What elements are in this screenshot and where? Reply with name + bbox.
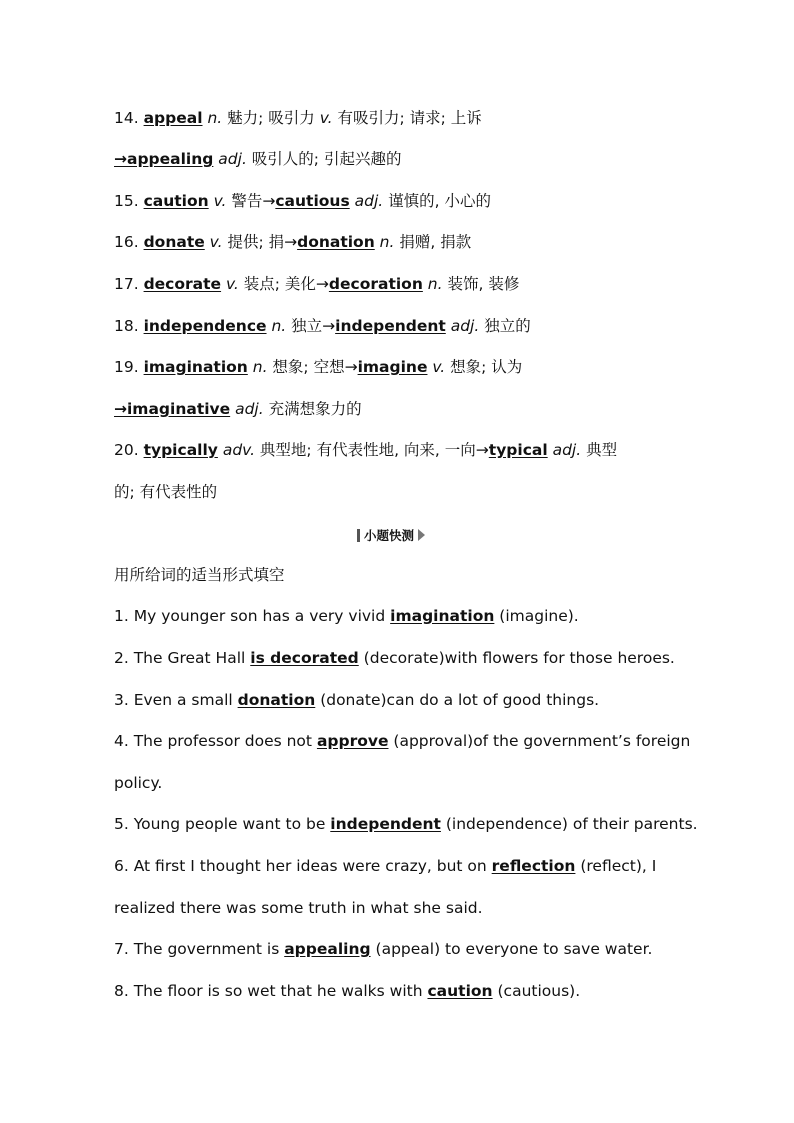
exercise-text: (decorate)with flowers for those heroes. [358,649,675,667]
part-of-speech: adj. [230,400,264,418]
vocab-derivative: typical [488,441,548,459]
bar-icon [357,529,360,542]
exercise-5 [114,813,698,835]
part-of-speech: adv. [217,441,255,459]
definition: 的; 有代表性的 [114,483,218,501]
exercise-text: 7. The government is [114,940,285,958]
definition: 充满想象力的 [263,400,362,418]
exercise-text: (imagine). [494,607,579,625]
exercise-1 [114,605,694,627]
part-of-speech: adj. [547,441,582,459]
vocab-word: →appealing [114,150,214,168]
exercise-text: 2. The Great Hall [114,649,251,667]
exercise-text: 4. The professor does not [114,732,317,750]
answer: imagination [390,607,495,625]
answer: independent [330,815,441,833]
exercise-text: (appeal) to everyone to save water. [370,940,653,958]
vocab-word: imagination [143,358,248,376]
section-title: 小题快测 [364,528,415,543]
part-of-speech: n. [374,233,395,251]
instruction [114,564,694,586]
exercise-text: (donate)can do a lot of good things. [315,691,600,709]
vocab-derivative: independent [335,317,446,335]
part-of-speech: adj. [349,192,384,210]
vocab-derivative: donation [297,233,375,251]
part-of-speech: n. [266,317,287,335]
vocab-line-18 [114,315,694,337]
definition: 魅力; 吸引力 [222,109,320,127]
exercise-text: realized there was some truth in what she said. [114,899,483,917]
exercise-2 [114,647,694,669]
exercise-8 [114,980,694,1002]
exercise-7 [114,938,694,960]
part-of-speech: n. [202,109,223,127]
definition: 警告→ [226,192,276,210]
exercise-text: (independence) of their parents. [440,815,698,833]
section-heading [357,525,425,545]
part-of-speech: adj. [213,150,247,168]
part-of-speech: n. [422,275,443,293]
exercise-text: 3. Even a small [114,691,238,709]
vocab-word: →imaginative [114,400,231,418]
item-number: 15. [114,192,144,210]
vocab-line-14-derivative [114,148,694,170]
definition: 装饰, 装修 [442,275,520,293]
vocab-word: donate [143,233,205,251]
vocab-derivative: decoration [328,275,423,293]
answer: reflection [491,857,576,875]
vocab-word: decorate [143,275,222,293]
vocab-line-20 [114,439,694,461]
part-of-speech: n. [247,358,268,376]
triangle-right-icon [418,529,425,541]
definition: 提供; 捐→ [222,233,298,251]
definition: 典型地; 有代表性地, 向来, 一向→ [255,441,489,459]
exercise-text: (reflect), I [575,857,657,875]
item-number: 20. [114,441,144,459]
definition: 谨慎的, 小心的 [383,192,491,210]
vocab-word: independence [143,317,267,335]
exercise-text: 5. Young people want to be [114,815,331,833]
vocab-line-19-derivative [114,398,694,420]
definition: 独立→ [286,317,336,335]
answer: is decorated [250,649,359,667]
answer: appealing [284,940,371,958]
part-of-speech: v. [427,358,446,376]
vocab-line-20-continued [114,481,694,503]
part-of-speech: adj. [445,317,480,335]
definition: 吸引人的; 引起兴趣的 [246,150,402,168]
definition: 捐赠, 捐款 [394,233,472,251]
part-of-speech: v. [319,109,333,127]
definition: 想象; 认为 [445,358,523,376]
vocab-line-15 [114,190,694,212]
vocab-line-14 [114,107,694,129]
item-number: 19. [114,358,144,376]
definition: 有吸引力; 请求; 上诉 [332,109,482,127]
answer: approve [316,732,389,750]
vocab-word: typically [143,441,218,459]
exercise-text: 8. The floor is so wet that he walks with [114,982,428,1000]
item-number: 18. [114,317,144,335]
exercise-text: 1. My younger son has a very vivid [114,607,391,625]
exercise-6 [114,855,694,877]
exercise-text: policy. [114,774,163,792]
part-of-speech: v. [208,192,227,210]
vocab-derivative: cautious [275,192,350,210]
vocab-line-17 [114,273,694,295]
exercise-text: (cautious). [492,982,581,1000]
item-number: 14. [114,109,144,127]
part-of-speech: v. [204,233,223,251]
vocab-word: appeal [143,109,203,127]
item-number: 17. [114,275,144,293]
exercise-text: 6. At first I thought her ideas were crazy, but on [114,857,492,875]
definition: 想象; 空想→ [267,358,358,376]
exercise-text: (approval)of the government’s foreign [388,732,691,750]
answer: caution [427,982,493,1000]
exercise-3 [114,689,694,711]
definition: 独立的 [479,317,531,335]
answer: donation [237,691,316,709]
instruction-text: 用所给词的适当形式填空 [114,566,285,584]
exercise-6-continued [114,897,694,919]
vocab-word: caution [143,192,209,210]
vocab-derivative: imagine [357,358,428,376]
part-of-speech: v. [221,275,239,293]
exercise-4-continued [114,772,694,794]
exercise-4 [114,730,694,752]
item-number: 16. [114,233,144,251]
vocab-line-19 [114,356,694,378]
vocab-line-16 [114,231,694,253]
definition: 装点; 美化→ [238,275,329,293]
definition: 典型 [581,441,618,459]
